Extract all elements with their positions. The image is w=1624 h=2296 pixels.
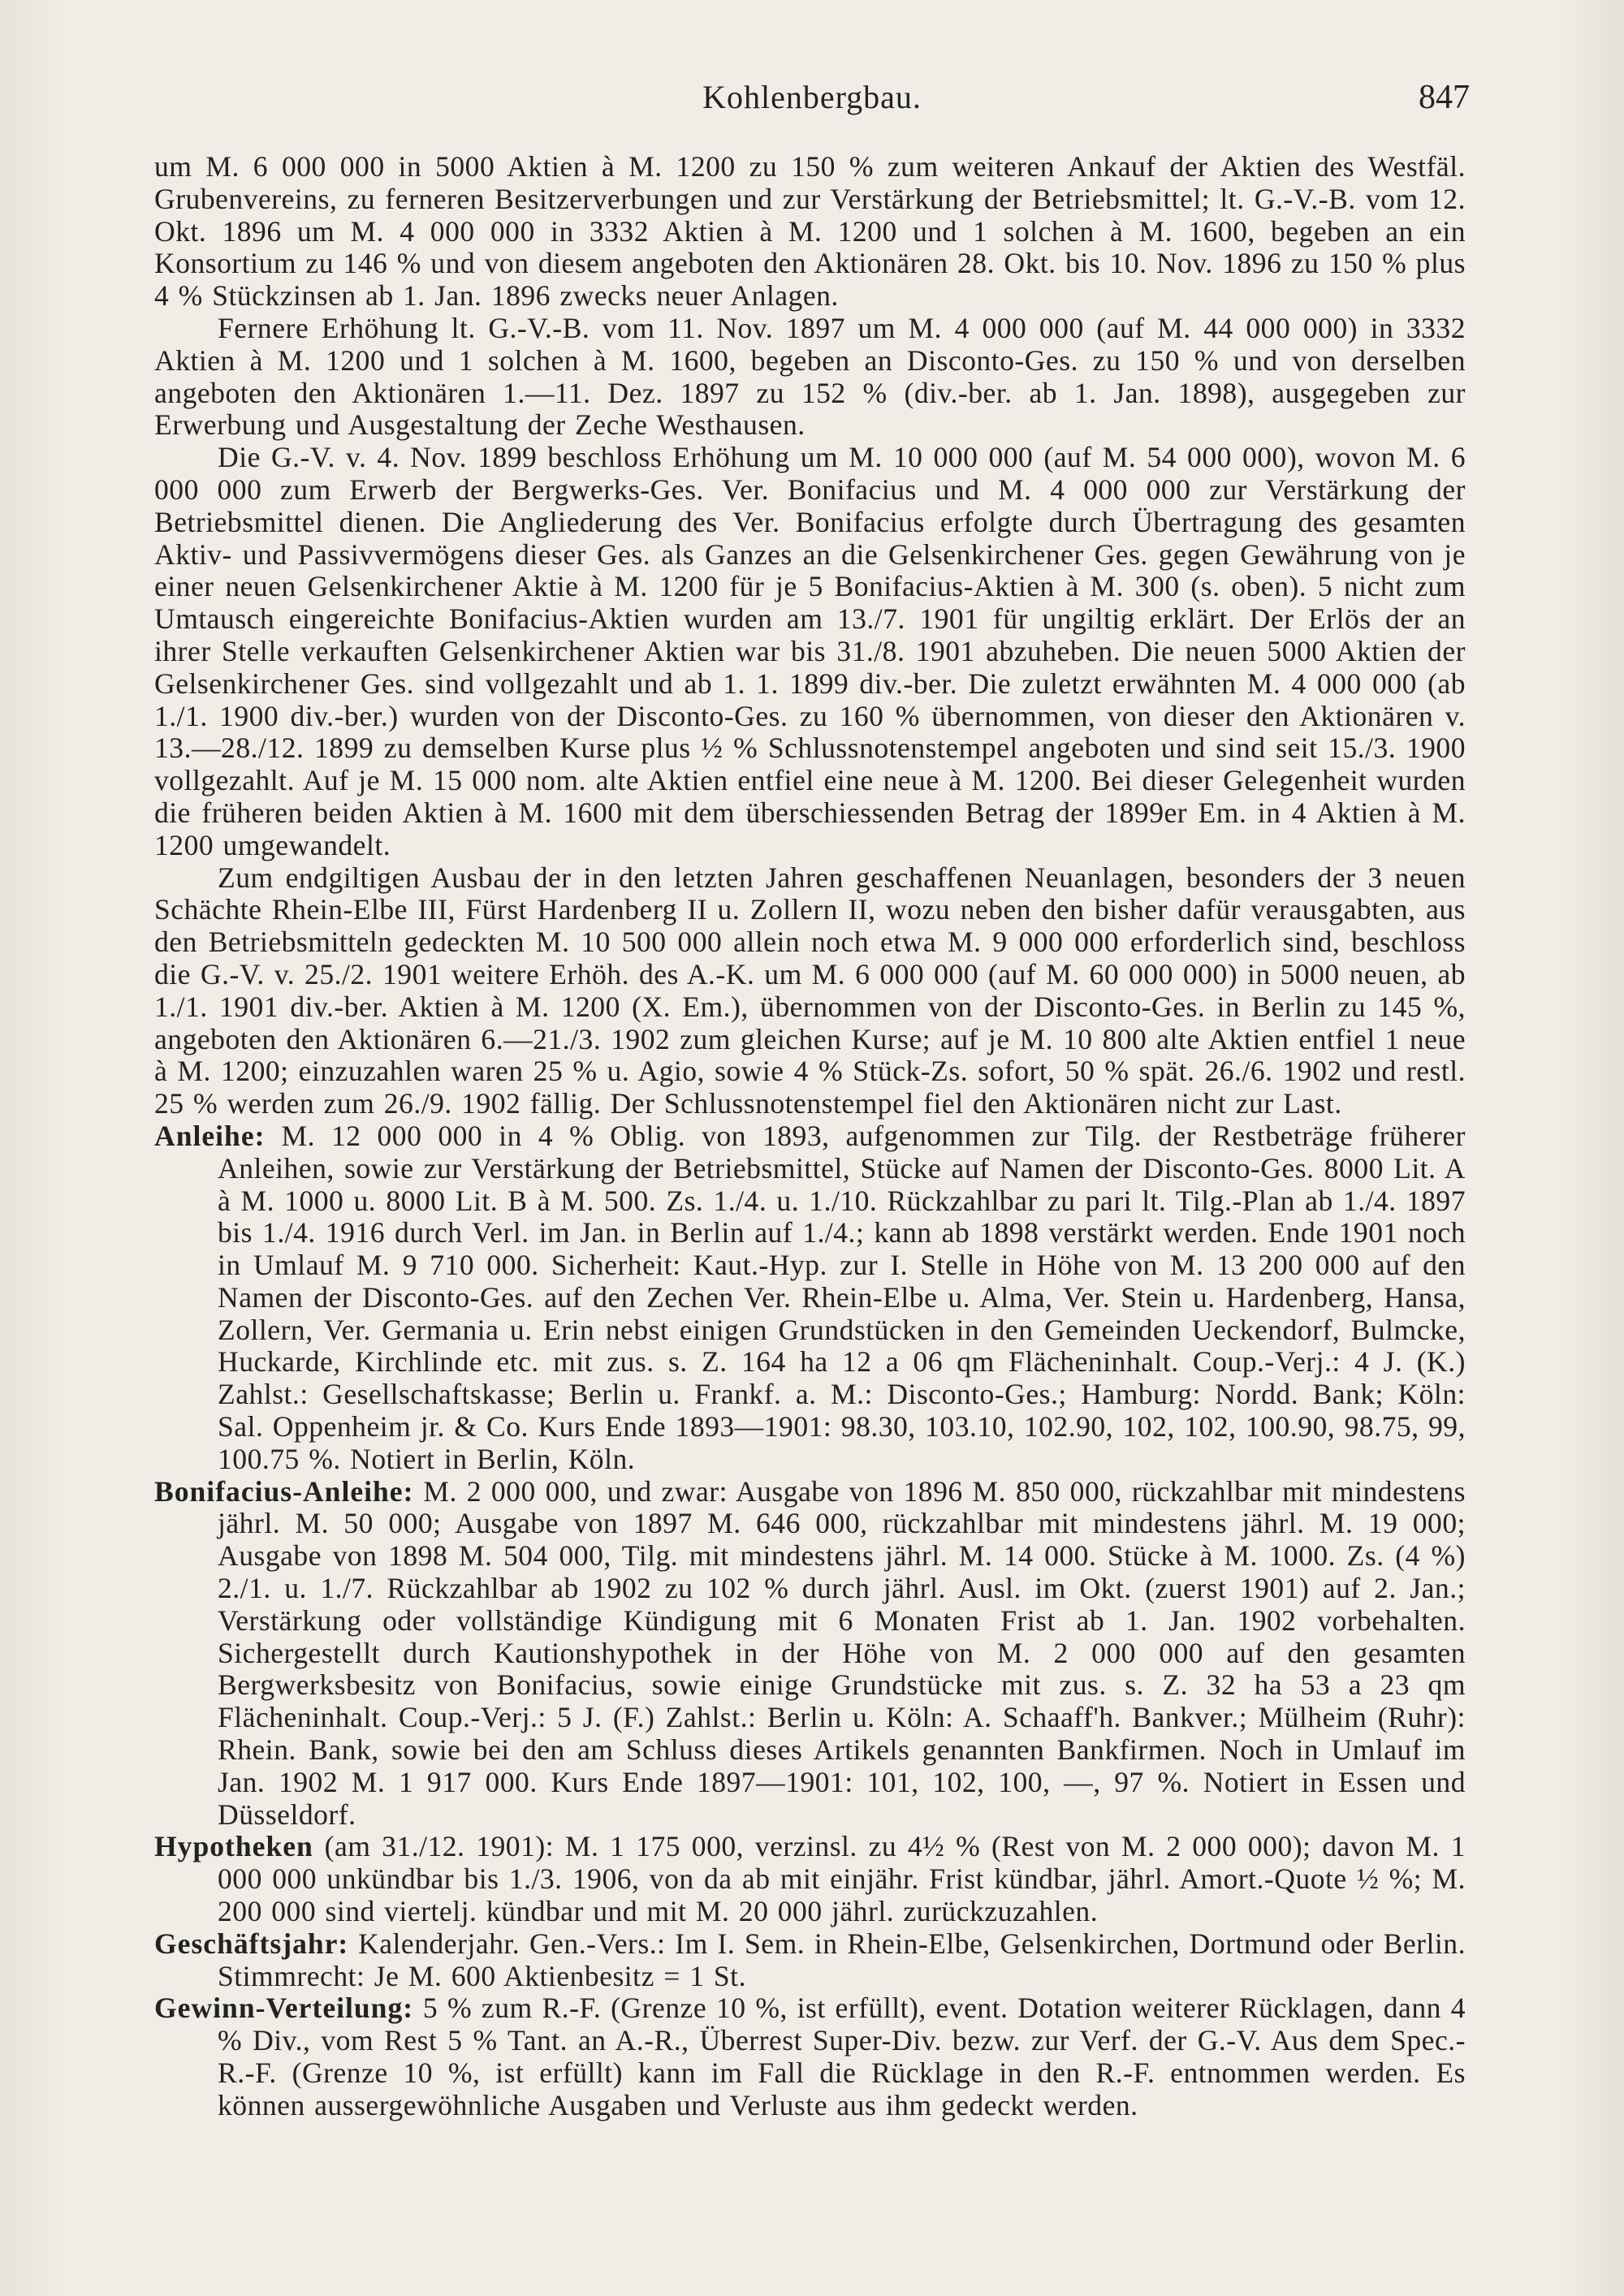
running-title: Kohlenbergbau. — [702, 79, 922, 115]
entry-text: 5 % zum R.-F. (Grenze 10 %, ist erfüllt), event. Dotation weiterer Rücklagen, dann 4 % Div., vom Rest 5 % Tant. an A.-R., Überrest Super-Div. bezw. zur Verf. der G.-V. Aus dem Spec.-R.-F. (Grenze 10 %, ist erfüllt) kann im Fall die Rücklage in den R.-F. entnommen werden. Es können aussergewöhnliche Ausgaben und Verluste aus ihm gedeckt werden. — [218, 1992, 1466, 2121]
entry-text: M. 2 000 000, und zwar: Ausgabe von 1896 M. 850 000, rückzahlbar mit mindestens jährl. M. 50 000; Ausgabe von 1897 M. 646 000, rückzahlbar mit mindestens jährl. M. 19 000; Ausgabe von 1898 M. 504 000, Tilg. mit mindestens jährl. M. 14 000. Stücke à M. 1000. Zs. (4 %) 2./1. u. 1./7. Rückzahlbar ab 1902 zu 102 % durch jährl. Ausl. im Okt. (zuerst 1901) auf 2. Jan.; Verstärkung oder vollständige Kündigung mit 6 Monaten Frist ab 1. Jan. 1902 vorbehalten. Sichergestellt durch Kautionshypothek in der Höhe von M. 2 000 000 auf den gesamten Bergwerksbesitz von Bonifacius, sowie einige Grundstücke mit zus. s. Z. 32 ha 53 a 23 qm Flächeninhalt. Coup.-Verj.: 5 J. (F.) Zahlst.: Berlin u. Köln: A. Schaaff'h. Bankver.; Mülheim (Ruhr): Rhein. Bank, sowie bei den am Schluss dieses Artikels genannten Bankfirmen. Noch in Umlauf im Jan. 1902 M. 1 917 000. Kurs Ende 1897—1901: 101, 102, 100, —, 97 %. Notiert in Essen und Düsseldorf. — [218, 1474, 1466, 1831]
entry-text: (am 31./12. 1901): M. 1 175 000, verzinsl. zu 4½ % (Rest von M. 2 000 000); davon M. 1 000 000 unkündbar bis 1./3. 1906, von da ab mit einjähr. Frist kündbar, jährl. Amort.-Quote ½ %; M. 200 000 sind viertelj. kündbar und mit M. 20 000 jährl. zurückzuzahlen. — [218, 1830, 1466, 1928]
paragraph-capital-increase-1899: Die G.-V. v. 4. Nov. 1899 beschloss Erhöhung um M. 10 000 000 (auf M. 54 000 000), wovon M. 6 000 000 zum Erwerb der Bergwerks-Ges. Ver. Bonifacius und M. 4 000 000 zur Verstärkung der Betriebsmittel dienen. Die Angliederung des Ver. Bonifacius erfolgte durch Übertragung des gesamten Aktiv- und Passivvermögens dieser Ges. als Ganzes an die Gelsenkirchener Ges. gegen Gewährung von je einer neuen Gelsenkirchener Aktie à M. 1200 für je 5 Bonifacius-Aktien à M. 300 (s. oben). 5 nicht zum Umtausch eingereichte Bonifacius-Aktien wurden am 13./7. 1901 für ungiltig erklärt. Der Erlös der an ihrer Stelle verkauften Gelsenkirchener Aktien war bis 31./8. 1901 abzuheben. Die neuen 5000 Aktien der Gelsenkirchener Ges. sind vollgezahlt und ab 1. 1. 1899 div.-ber. Die zuletzt erwähnten M. 4 000 000 (ab 1./1. 1900 div.-ber.) wurden von der Disconto-Ges. zu 160 % übernommen, von dieser den Aktionären v. 13.—28./12. 1899 zu demselben Kurse plus ½ % Schlussnotenstempel angeboten und sind seit 15./3. 1900 vollgezahlt. Auf je M. 15 000 nom. alte Aktien entfiel eine neue à M. 1200. Bei dieser Gelegenheit wurden die früheren beiden Aktien à M. 1600 mit dem überschiessenden Betrag der 1899er Em. in 4 Aktien à M. 1200 umgewandelt. — [154, 441, 1466, 861]
page-header — [154, 78, 1470, 127]
entry-label: Bonifacius-Anleihe: — [154, 1474, 414, 1508]
entry-label: Anleihe: — [154, 1119, 266, 1152]
entry-label: Geschäftsjahr: — [154, 1927, 349, 1960]
entry-bonifacius-anleihe — [154, 1476, 1466, 1832]
paragraph-capital-increase-1896: um M. 6 000 000 in 5000 Aktien à M. 1200 zu 150 % zum weiteren Ankauf der Aktien des Westfäl. Grubenvereins, zu ferneren Besitzerverbungen und zur Verstärkung der Betriebsmittel; lt. G.-V.-B. vom 12. Okt. 1896 um M. 4 000 000 in 3332 Aktien à M. 1200 und 1 solchen à M. 1600, begeben an ein Konsortium zu 146 % und von diesem angeboten den Aktionären 28. Okt. bis 10. Nov. 1896 zu 150 % plus 4 % Stückzinsen ab 1. Jan. 1896 zwecks neuer Anlagen. — [154, 150, 1466, 313]
entry-gewinn-verteilung — [154, 1992, 1466, 2121]
page-body — [154, 151, 1466, 2122]
entry-anleihe — [154, 1120, 1466, 1476]
entry-label: Gewinn-Verteilung: — [154, 1992, 414, 2025]
paragraph-capital-increase-1901: Zum endgiltigen Ausbau der in den letzten Jahren geschaffenen Neuanlagen, besonders der 3 neuen Schächte Rhein-Elbe III, Fürst Hardenberg II u. Zollern II, wozu neben den bisher dafür verausgabten, aus den Betriebsmitteln gedeckten M. 10 500 000 allein noch etwa M. 9 000 000 erforderlich sind, beschloss die G.-V. v. 25./2. 1901 weitere Erhöh. des A.-K. um M. 6 000 000 (auf M. 60 000 000) in 5000 neuen, ab 1./1. 1901 div.-ber. Aktien à M. 1200 (X. Em.), übernommen von der Disconto-Ges. in Berlin zu 145 %, angeboten den Aktionären 6.—21./3. 1902 zum gleichen Kurse; auf je M. 10 800 alte Aktien entfiel 1 neue à M. 1200; einzuzahlen waren 25 % u. Agio, sowie 4 % Stück-Zs. sofort, 50 % spät. 26./6. 1902 und restl. 25 % werden zum 26./9. 1902 fällig. Der Schlussnotenstempel fiel den Aktionären nicht zur Last. — [154, 861, 1466, 1120]
entry-text: Kalenderjahr. Gen.-Vers.: Im I. Sem. in Rhein-Elbe, Gelsenkirchen, Dortmund oder Berlin. Stimmrecht: Je M. 600 Aktienbesitz = 1 St. — [218, 1927, 1466, 1992]
paragraph-capital-increase-1897: Fernere Erhöhung lt. G.-V.-B. vom 11. Nov. 1897 um M. 4 000 000 (auf M. 44 000 000) in 3332 Aktien à M. 1200 und 1 solchen à M. 1600, begeben an Disconto-Ges. zu 150 % und von derselben angeboten den Aktionären 1.—11. Dez. 1897 zu 152 % (div.-ber. ab 1. Jan. 1898), ausgegeben zur Erwerbung und Ausgestaltung der Zeche Westhausen. — [154, 311, 1466, 442]
page-number: 847 — [1419, 79, 1470, 116]
entry-hypotheken — [154, 1831, 1466, 1927]
entry-label: Hypotheken — [154, 1830, 313, 1863]
entry-geschaeftsjahr — [154, 1928, 1466, 1993]
entry-text: M. 12 000 000 in 4 % Oblig. von 1893, aufgenommen zur Tilg. der Restbeträge früherer Anleihen, sowie zur Verstärkung der Betriebsmittel, Stücke auf Namen der Disconto-Ges. 8000 Lit. A à M. 1000 u. 8000 Lit. B à M. 500. Zs. 1./4. u. 1./10. Rückzahlbar zu pari lt. Tilg.-Plan ab 1./4. 1897 bis 1./4. 1916 durch Verl. im Jan. in Berlin auf 1./4.; kann ab 1898 verstärkt werden. Ende 1901 noch in Umlauf M. 9 710 000. Sicherheit: Kaut.-Hyp. zur I. Stelle in Höhe von M. 13 200 000 auf den Namen der Disconto-Ges. auf den Zechen Ver. Rhein-Elbe u. Alma, Ver. Stein u. Hardenberg, Hansa, Zollern, Ver. Germania u. Erin nebst einigen Grundstücken in den Gemeinden Ueckendorf, Bulmcke, Huckarde, Kirchlinde etc. mit zus. s. Z. 164 ha 12 a 06 qm Flächeninhalt. Coup.-Verj.: 4 J. (K.) Zahlst.: Gesellschaftskasse; Berlin u. Frankf. a. M.: Disconto-Ges.; Hamburg: Nordd. Bank; Köln: Sal. Oppenheim jr. & Co. Kurs Ende 1893—1901: 98.30, 103.10, 102.90, 102, 102, 100.90, 98.75, 99, 100.75 %. Notiert in Berlin, Köln. — [218, 1119, 1466, 1475]
